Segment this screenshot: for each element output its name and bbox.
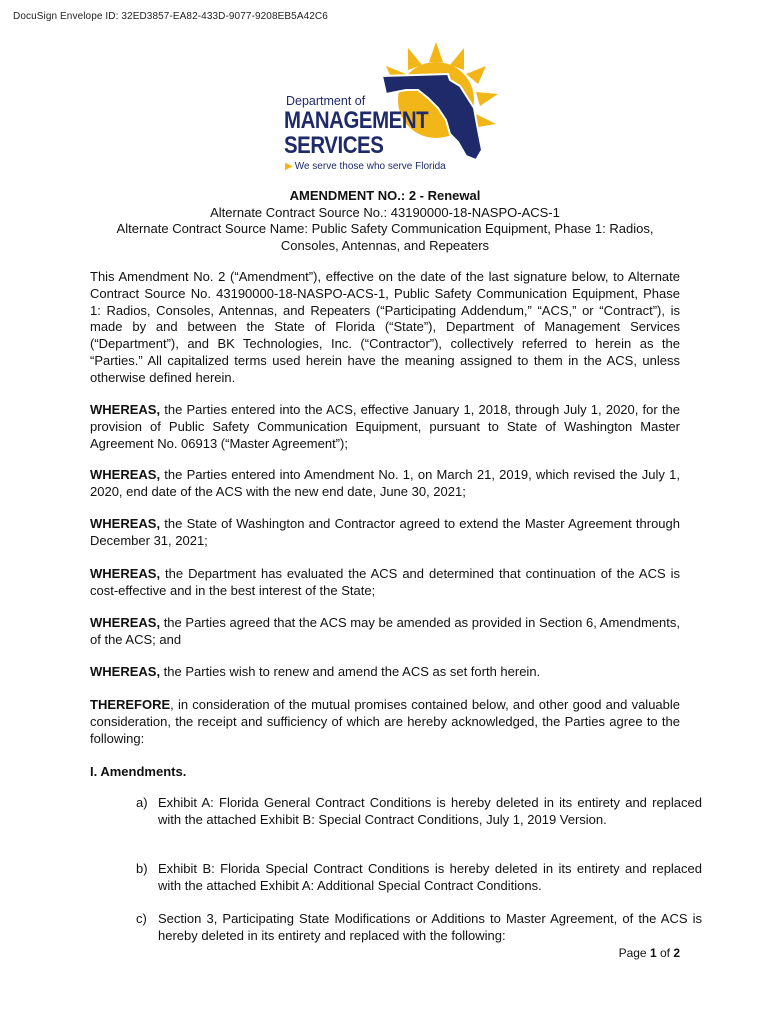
list-item: [136, 911, 702, 945]
dms-logo: [278, 38, 508, 180]
amendment-title: AMENDMENT NO.: 2 - Renewal: [289, 188, 481, 203]
list-marker: b): [136, 861, 148, 876]
list-marker: c): [136, 911, 147, 926]
logo-department: Department of: [286, 94, 366, 108]
therefore-lead: THEREFORE: [90, 697, 171, 712]
whereas-lead: WHEREAS,: [90, 402, 161, 417]
list-item: [136, 861, 702, 895]
whereas-lead: WHEREAS,: [90, 615, 161, 630]
play-triangle-icon: ▶: [285, 161, 293, 172]
acs-name-line-1: Alternate Contract Source Name: Public Safety Communication Equipment, Phase 1: Radios,: [116, 221, 654, 236]
whereas-text: the Parties wish to renew and amend the ACS as set forth herein.: [160, 664, 541, 679]
intro-paragraph: This Amendment No. 2 (“Amendment”), effective on the date of the last signature below, to Alternate Contract Source No. 43190000-18-NASPO-ACS-1, Public Safety Communication Equipment, Phase 1: Radios, Consoles, Antennas, and Repeaters (“Participating Addendum,” “ACS,” or “Contract”), is made by and between the State of Florida (“State”), Department of Management Services (“Department”), and BK Technologies, Inc. (“Contractor”), collectively referred to herein as the “Parties.” All capitalized terms used herein have the meaning assigned to them in the ACS, unless otherwise defined herein.: [90, 269, 680, 385]
current-page: 1: [649, 946, 657, 960]
logo-management: MANAGEMENT: [284, 107, 429, 134]
docusign-envelope-id: DocuSign Envelope ID: 32ED3857-EA82-433D-9077-9208EB5A42C6: [13, 11, 328, 22]
therefore-text: , in consideration of the mutual promises contained below, and other good and valuable consideration, the receipt and sufficiency of which are hereby acknowledged, the Parties agree to the following:: [90, 697, 680, 746]
whereas-text: the Department has evaluated the ACS and determined that continuation of the ACS is cost-effective and in the best interest of the State;: [90, 566, 680, 598]
logo-tagline-text: We serve those who serve Florida: [294, 161, 446, 172]
whereas-lead: WHEREAS,: [90, 467, 161, 482]
list-item: [136, 795, 702, 829]
whereas-lead: WHEREAS,: [90, 516, 161, 531]
acs-number: Alternate Contract Source No.: 43190000-18-NASPO-ACS-1: [210, 205, 560, 220]
total-pages: 2: [673, 946, 680, 960]
page-number: [619, 946, 680, 960]
whereas-text: the Parties agreed that the ACS may be amended as provided in Section 6, Amendments, of the ACS; and: [90, 615, 680, 647]
whereas-text: the State of Washington and Contractor agreed to extend the Master Agreement through December 31, 2021;: [90, 516, 680, 548]
list-marker: a): [136, 795, 148, 810]
whereas-text: the Parties entered into Amendment No. 1, on March 21, 2019, which revised the July 1, 2020, end date of the ACS with the new end date, June 30, 2021;: [90, 467, 680, 499]
page-label: Page: [618, 946, 650, 960]
whereas-4: [90, 566, 680, 600]
whereas-lead: WHEREAS,: [90, 566, 161, 581]
list-item-text: Exhibit A: Florida General Contract Conditions is hereby deleted in its entirety and replaced with the attached Exhibit B: Special Contract Conditions, July 1, 2019 Version.: [158, 795, 702, 827]
whereas-5: [90, 615, 680, 649]
whereas-1: [90, 402, 680, 452]
whereas-2: [90, 467, 680, 501]
logo-tagline: [285, 161, 446, 172]
whereas-lead: WHEREAS,: [90, 664, 161, 679]
whereas-6: [90, 664, 680, 681]
whereas-3: [90, 516, 680, 550]
list-item-text: Exhibit B: Florida Special Contract Conditions is hereby deleted in its entirety and replaced with the attached Exhibit A: Additional Special Contract Conditions.: [158, 861, 702, 893]
list-item-text: Section 3, Participating State Modifications or Additions to Master Agreement, of the ACS is hereby deleted in its entirety and replaced with the following:: [158, 911, 702, 943]
whereas-text: the Parties entered into the ACS, effective January 1, 2018, through July 1, 2020, for the provision of Public Safety Communication Equipment, pursuant to State of Washington Master Agreement No. 06913 (“Master Agreement”);: [90, 402, 680, 451]
of-label: of: [656, 946, 674, 960]
logo-services: SERVICES: [284, 132, 384, 159]
section-amendments-title: I. Amendments.: [90, 764, 187, 779]
therefore-paragraph: [90, 697, 680, 747]
acs-name: [40, 221, 730, 254]
acs-name-line-2: Consoles, Antennas, and Repeaters: [280, 237, 490, 253]
